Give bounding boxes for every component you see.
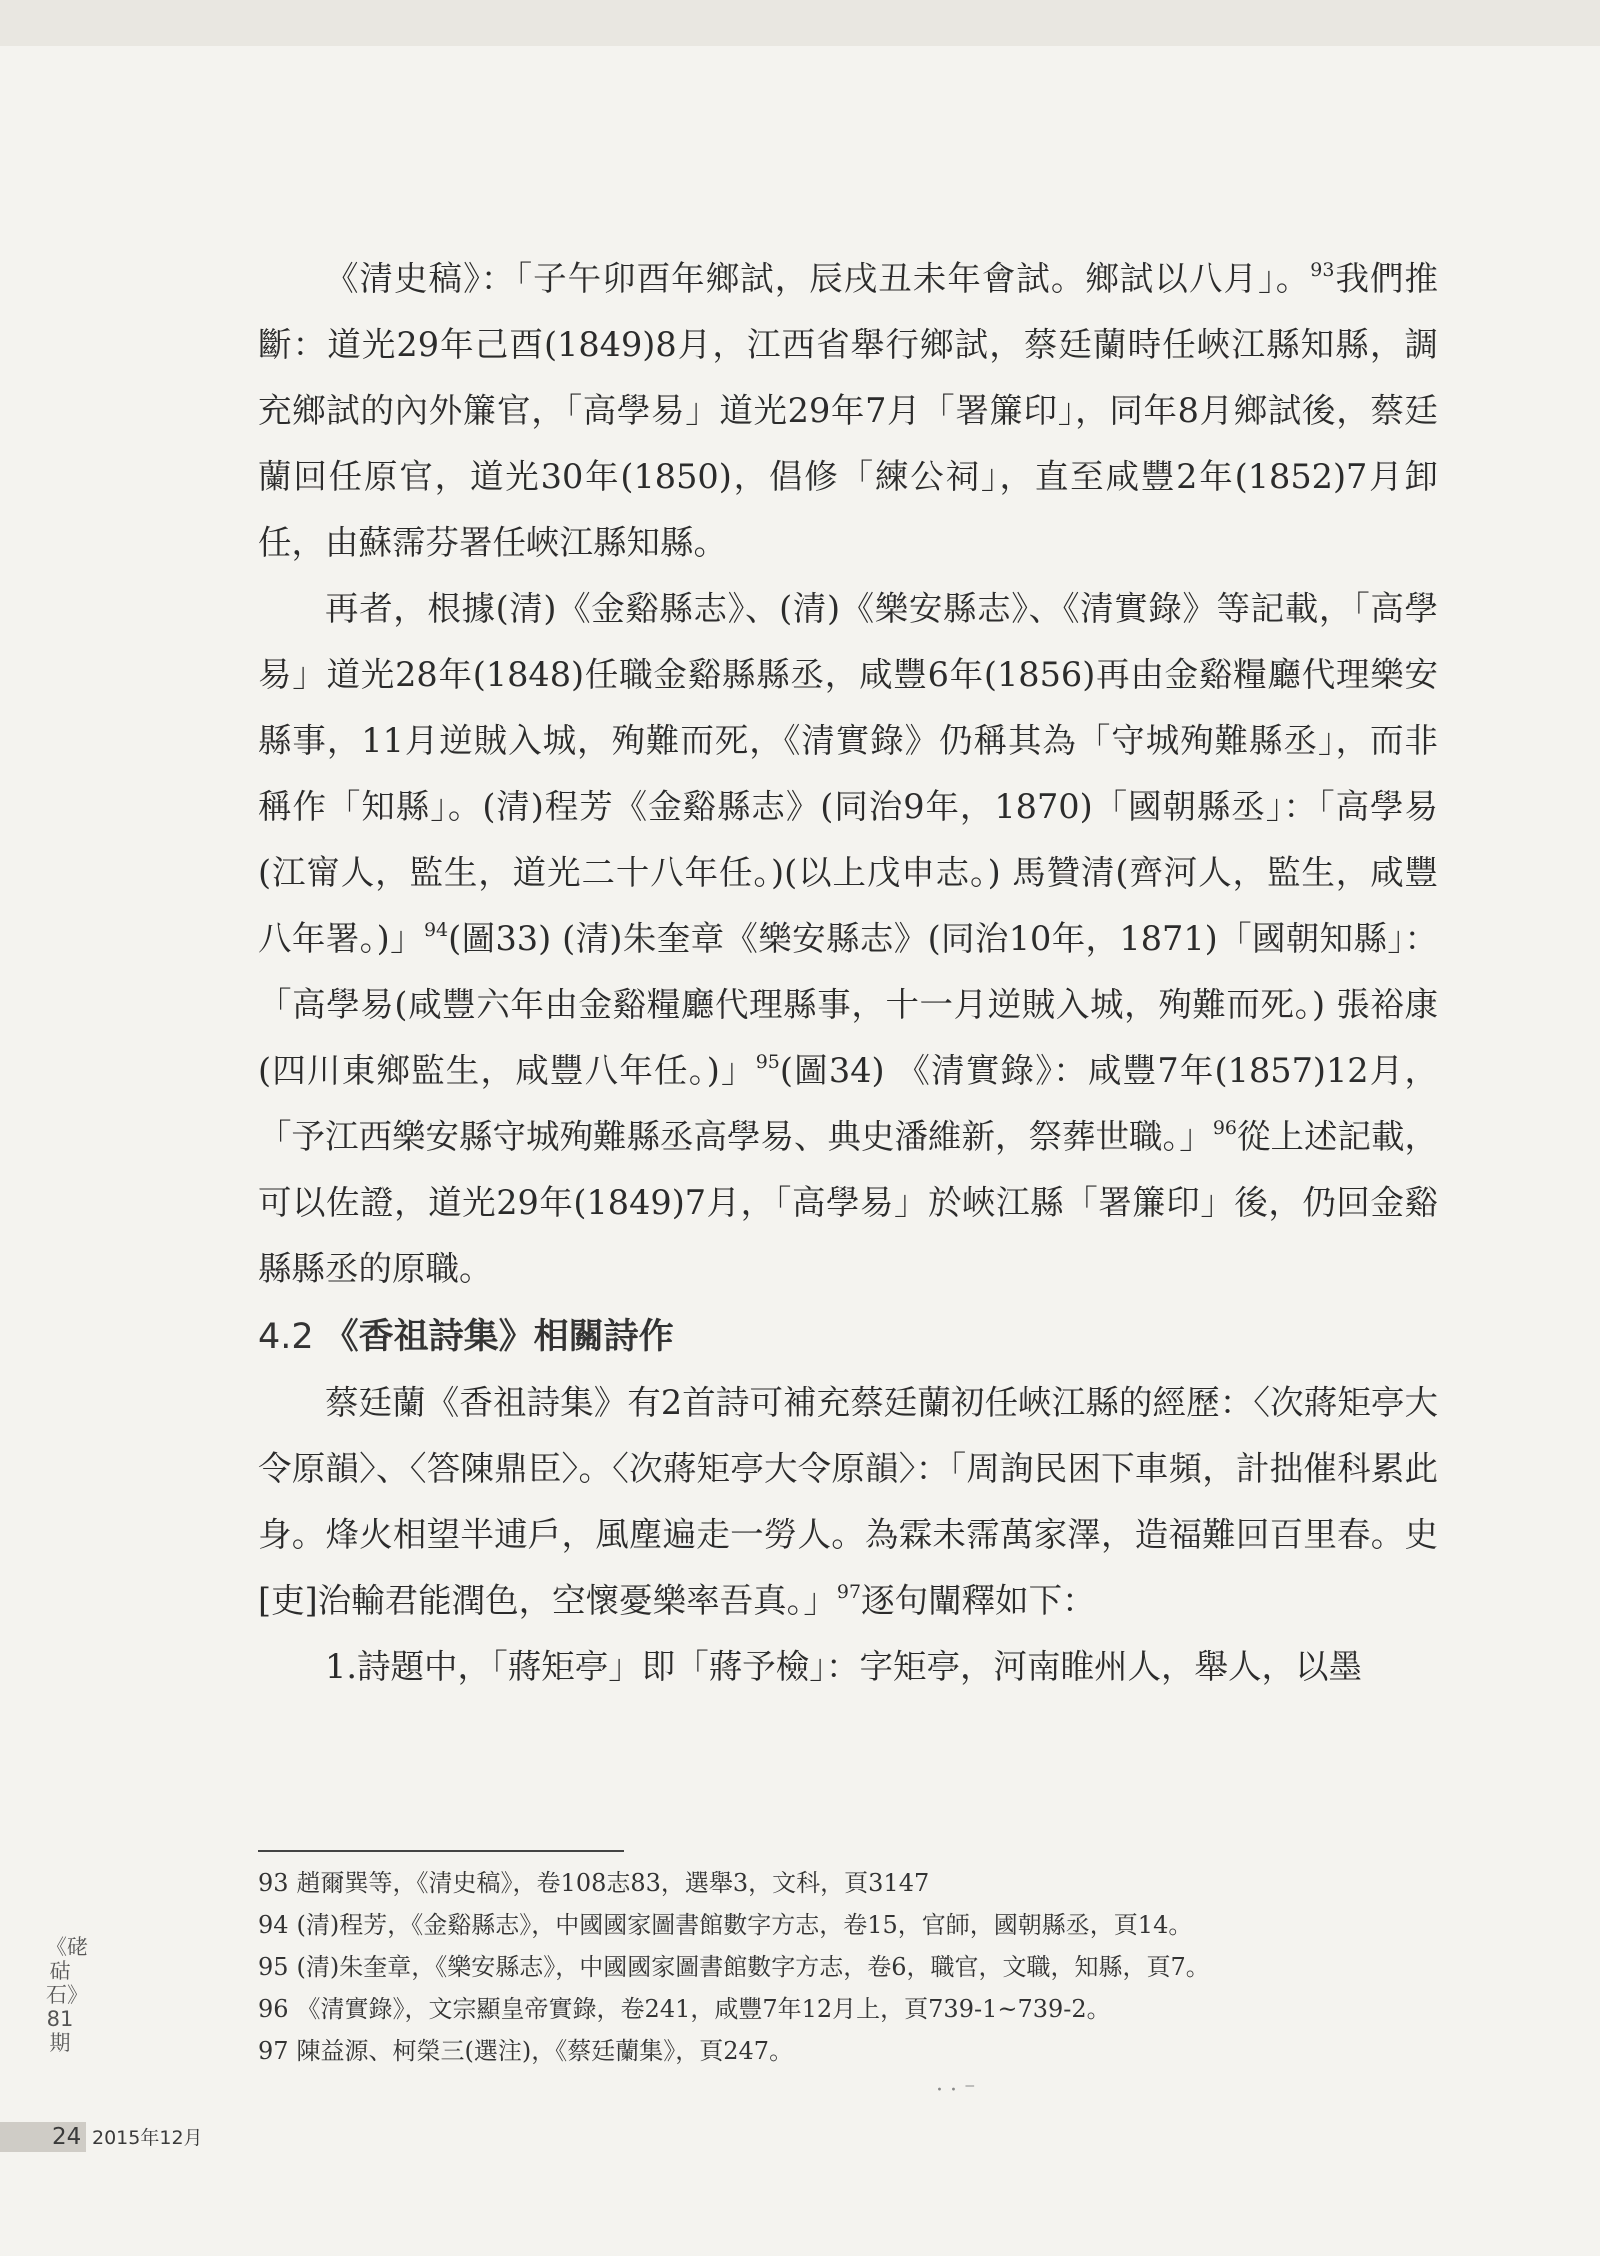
page-number: 24 <box>52 2124 82 2150</box>
footnotes <box>258 1862 1438 2072</box>
paragraph-3: 蔡廷蘭《香祖詩集》有2首詩可補充蔡廷蘭初任峽江縣的經歷：〈次蔣矩亭大令原韻〉、〈答陳鼎臣〉。〈次蔣矩亭大令原韻〉：「周詢民困下車頻，計拙催科累此身。烽火相望半逋戶，風塵遍走一勞人。為霖未霈萬家澤，造福難回百里春。史[吏]治輸君能潤色，空懷憂樂率吾真。」$^{97}$逐句闡釋如下： <box>258 1383 1438 1620</box>
footnote-item: 95 (清)朱奎章，《樂安縣志》，中國國家圖書館數字方志，卷6，職官，文職，知縣，頁7。 <box>258 1953 1210 1981</box>
footnote-ref-95[interactable]: 95 <box>755 1051 780 1073</box>
footnote-item: 94 (清)程芳，《金谿縣志》，中國國家圖書館數字方志，卷15，官師，國朝縣丞，頁14。 <box>258 1911 1193 1939</box>
footnote-ref-94[interactable]: 94 <box>423 919 449 941</box>
paragraph-4: 1.詩題中，「蔣矩亭」即「蔣予檢」：字矩亭，河南睢州人，舉人，以墨 <box>325 1647 1362 1686</box>
footnote-item: 93 趙爾巽等，《清史稿》，卷108志83，選舉3，文科，頁3147 <box>258 1869 930 1897</box>
article-body <box>258 246 1438 1700</box>
footnote-item: 97 陳益源、柯榮三(選注)，《蔡廷蘭集》，頁247。 <box>258 2037 794 2065</box>
scan-top-band <box>0 0 1600 46</box>
footnote-item: 96 《清實錄》，文宗顯皇帝實錄，卷241，咸豐7年12月上，頁739-1~739-2。 <box>258 1995 1111 2023</box>
paragraph-2: 再者，根據(清)《金谿縣志》、(清)《樂安縣志》、《清實錄》等記載，「高學易」道光28年(1848)任職金谿縣縣丞，咸豐6年(1856)再由金谿糧廳代理樂安縣事，11月逆賊入城，殉難而死，《清實錄》仍稱其為「守城殉難縣丞」，而非稱作「知縣」。(清)程芳《金谿縣志》(同治9年，1870)「國朝縣丞」：「高學易(江甯人，監生，道光二十八年任。)(以上戊申志。) 馬贊清(齊河人，監生，咸豐八年署。)」$^{94}$(圖33) (清)朱奎章《樂安縣志》(同治10年，1871)「國朝知縣」：「高學易(咸豐六年由金谿糧廳代理縣事，十一月逆賊入城，殉難而死。) 張裕康(四川東鄉監生，咸豐八年任。)」$^{95}$(圖34) 《清實錄》：咸豐7年(1857)12月，「予江西樂安縣守城殉難縣丞高學易、典史潘維新，祭葬世職。」$^{96}$從上述記載，可以佐證，道光29年(1849)7月，「高學易」於峽江縣「署簾印」後，仍回金谿縣縣丞的原職。 <box>258 589 1439 1288</box>
journal-title-vertical: 《硓𥑮石》81期 <box>46 1935 88 2055</box>
issue-date: 2015年12月 <box>92 2127 203 2149</box>
footnote-ref-96[interactable]: 96 <box>1212 1117 1237 1139</box>
footnote-ref-93[interactable]: 93 <box>1310 259 1335 281</box>
section-title: 《香祖詩集》相關詩作 <box>323 1317 674 1357</box>
section-number: 4.2 <box>258 1317 314 1357</box>
paragraph-1: 《清史稿》：「子午卯酉年鄉試，辰戌丑未年會試。鄉試以八月」。$^{93}$我們推斷：道光29年己酉(1849)8月，江西省舉行鄉試，蔡廷蘭時任峽江縣知縣，調充鄉試的內外簾官，「高學易」道光29年7月「署簾印」，同年8月鄉試後，蔡廷蘭回任原官，道光30年(1850)，倡修「練公祠」，直至咸豐2年(1852)7月卸任，由蘇霈芬署任峽江縣知縣。 <box>258 259 1439 562</box>
section-heading <box>258 1304 1438 1370</box>
scan-speck: · · ⁻ <box>936 2078 976 2103</box>
footnote-ref-97[interactable]: 97 <box>836 1581 862 1603</box>
footnote-divider <box>258 1850 624 1852</box>
